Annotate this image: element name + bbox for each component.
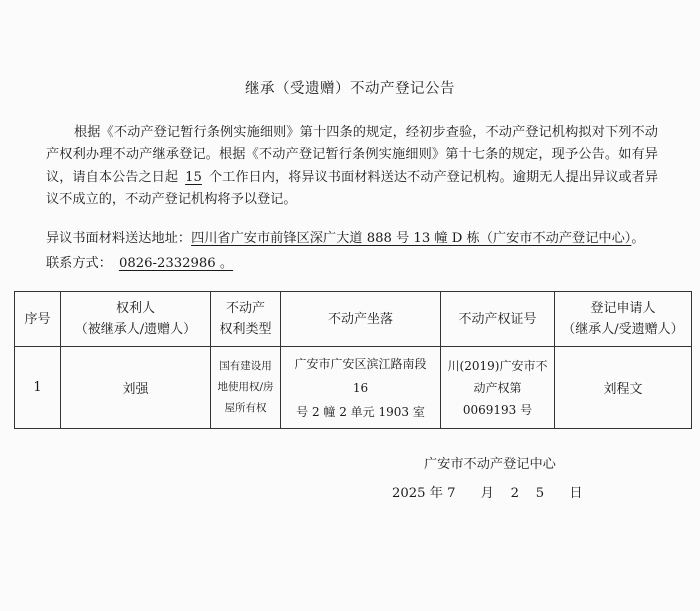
header-applicant <box>555 292 692 347</box>
notice-paragraph <box>46 122 658 212</box>
cell-cert-line2: 动产权第 <box>473 380 522 395</box>
header-type-line2: 权利类型 <box>219 322 272 337</box>
objection-days: 15 <box>185 169 202 185</box>
paragraph-text-2: 个工作日内，将异议书面材料送达不动产登记机构。逾期无人提出异议或者异议不成立的，不动产登记机构将予以登记。 <box>46 169 659 208</box>
cell-location <box>281 347 441 429</box>
table-header-row <box>15 292 692 347</box>
header-type-line1: 不动产 <box>225 301 265 316</box>
signature-date: 2025 年 7 月 2 5 日 <box>392 486 583 501</box>
header-right-type <box>211 292 281 347</box>
cell-cert-line3: 0069193 号 <box>462 402 533 417</box>
header-holder-line2: （被继承人/遗赠人） <box>74 322 197 337</box>
page-title: 继承（受遗赠）不动产登记公告 <box>245 81 455 97</box>
contact-line <box>46 252 240 271</box>
signature-org: 广安市不动产登记中心 <box>424 457 556 472</box>
header-holder-line1: 权利人 <box>115 301 155 316</box>
header-applicant-line2: （继承人/受遗赠人） <box>562 322 684 337</box>
cell-type-line2: 地使用权/房 <box>217 381 274 393</box>
registration-table <box>14 291 692 429</box>
cell-applicant: 刘程文 <box>555 347 692 429</box>
header-seq: 序号 <box>15 292 61 347</box>
contact-label: 联系方式： <box>46 256 112 271</box>
cell-location-line2: 号 2 幢 2 单元 1903 室 <box>296 404 425 419</box>
cell-type-line3: 屋所有权 <box>224 402 267 414</box>
contact-phone: 0826-2332986 。 <box>118 256 234 271</box>
address-value: 四川省广安市前锋区深广大道 888 号 13 幢 D 栋（广安市不动产登记中心） <box>191 231 632 246</box>
cell-cert <box>441 347 555 429</box>
header-location: 不动产坐落 <box>281 292 441 347</box>
cell-seq: 1 <box>15 347 61 429</box>
address-line <box>46 227 645 246</box>
cell-type-line1: 国有建设用 <box>219 360 272 372</box>
header-applicant-line1: 登记申请人 <box>590 301 656 316</box>
header-holder <box>61 292 211 347</box>
table-row <box>15 347 692 429</box>
cell-cert-line1: 川(2019)广安市不 <box>447 358 548 373</box>
cell-location-line1: 广安市广安区滨江路南段 16 <box>294 356 427 395</box>
paragraph-text-1: 根据《不动产登记暂行条例实施细则》第十四条的规定，经初步查验，不动产登记机构拟对下列不动产权利办理不动产继承登记。根据《不动产登记暂行条例实施细则》第十七条的规定，现予公告。如有异议，请自本公告之日起 <box>46 125 658 185</box>
cell-right-type <box>211 347 281 429</box>
address-label: 异议书面材料送达地址： <box>46 231 192 246</box>
header-cert: 不动产权证号 <box>441 292 555 347</box>
address-suffix: 。 <box>631 231 645 246</box>
cell-holder: 刘强 <box>61 347 211 429</box>
